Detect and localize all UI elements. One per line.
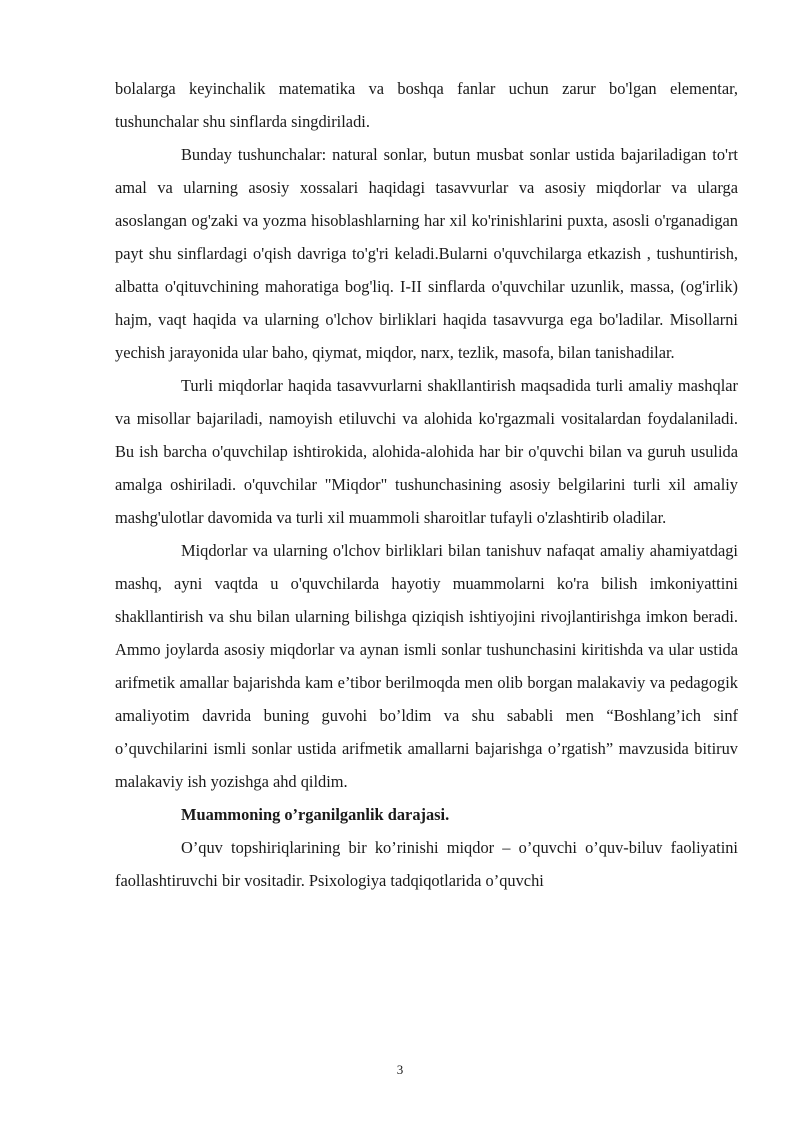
paragraph-2: Bunday tushunchalar: natural sonlar, butun musbat sonlar ustida bajariladigan to'rt amal va ularning asosiy xossalari haqidagi tasavvurlar va asosiy miqdorlar va ularga asoslangan og'zaki va yozma hisoblashlarning har xil ko'rinishlarini puxta, asosli o'rganadigan payt shu sinflardagi o'qish davriga to'g'ri keladi.Bularni o'quvchilarga etkazish , tushuntirish, albatta o'qituvchining mahoratiga bog'liq. I-II sinflarda o'quvchilar uzunlik, massa, (og'irlik) hajm, vaqt haqida va ularning o'lchov birliklari haqida tasavvurga ega bo'ladilar. Misollarni yechish jarayonida ular baho, qiymat, miqdor, narx, tezlik, masofa, bilan tanishadilar.	[115, 145, 738, 362]
paragraph-3: Turli miqdorlar haqida tasavvurlarni shakllantirish maqsadida turli amaliy mashqlar va misollar bajariladi, namoyish etiluvchi va alohida ko'rgazmali vositalardan foydalaniladi. Bu ish barcha o'quvchilap ishtirokida, alohida-alohida har bir o'quvchi bilan va guruh usulida amalga oshiriladi. o'quvchilar "Miqdor" tushunchasining asosiy belgilarini turli xil amaliy mashg'ulotlar davomida va turli xil muammoli sharoitlar tufayli o'zlashtirib oladilar.	[115, 376, 738, 527]
paragraph-1: bolalarga keyinchalik matematika va boshqa fanlar uchun zarur bo'lgan elementar, tushunchalar shu sinflarda singdiriladi.	[115, 79, 738, 131]
page-body	[115, 72, 738, 897]
page-number: 3	[396, 1062, 404, 1077]
paragraph-5: O’quv topshiriqlarining bir ko’rinishi miqdor – o’quvchi o’quv-biluv faoliyatini faollashtiruvchi bir vositadir. Psixologiya tadqiqotlarida o’quvchi	[115, 838, 738, 890]
section-heading: Muammoning o’rganilganlik darajasi.	[181, 805, 450, 824]
paragraph-4: Miqdorlar va ularning o'lchov birliklari bilan tanishuv nafaqat amaliy ahamiyatdagi mashq, ayni vaqtda u o'quvchilarda hayotiy muammolarni ko'ra bilish imkoniyattini shakllantirish va shu bilan ularning bilishga qiziqish ishtiyojini rivojlantirishga imkon beradi. Ammo joylarda asosiy miqdorlar va aynan ismli sonlar tushunchasini kiritishda va ular ustida arifmetik amallar bajarishda kam e’tibor berilmoqda men olib borgan malakaviy va pedagogik amaliyotim davrida buning guvohi bo’ldim va shu sababli men “Boshlang’ich sinf o’quvchilarini ismli sonlar ustida arifmetik amallarni bajarishga o’rgatish” mavzusida bitiruv malakaviy ish yozishga ahd qildim.	[115, 541, 738, 791]
